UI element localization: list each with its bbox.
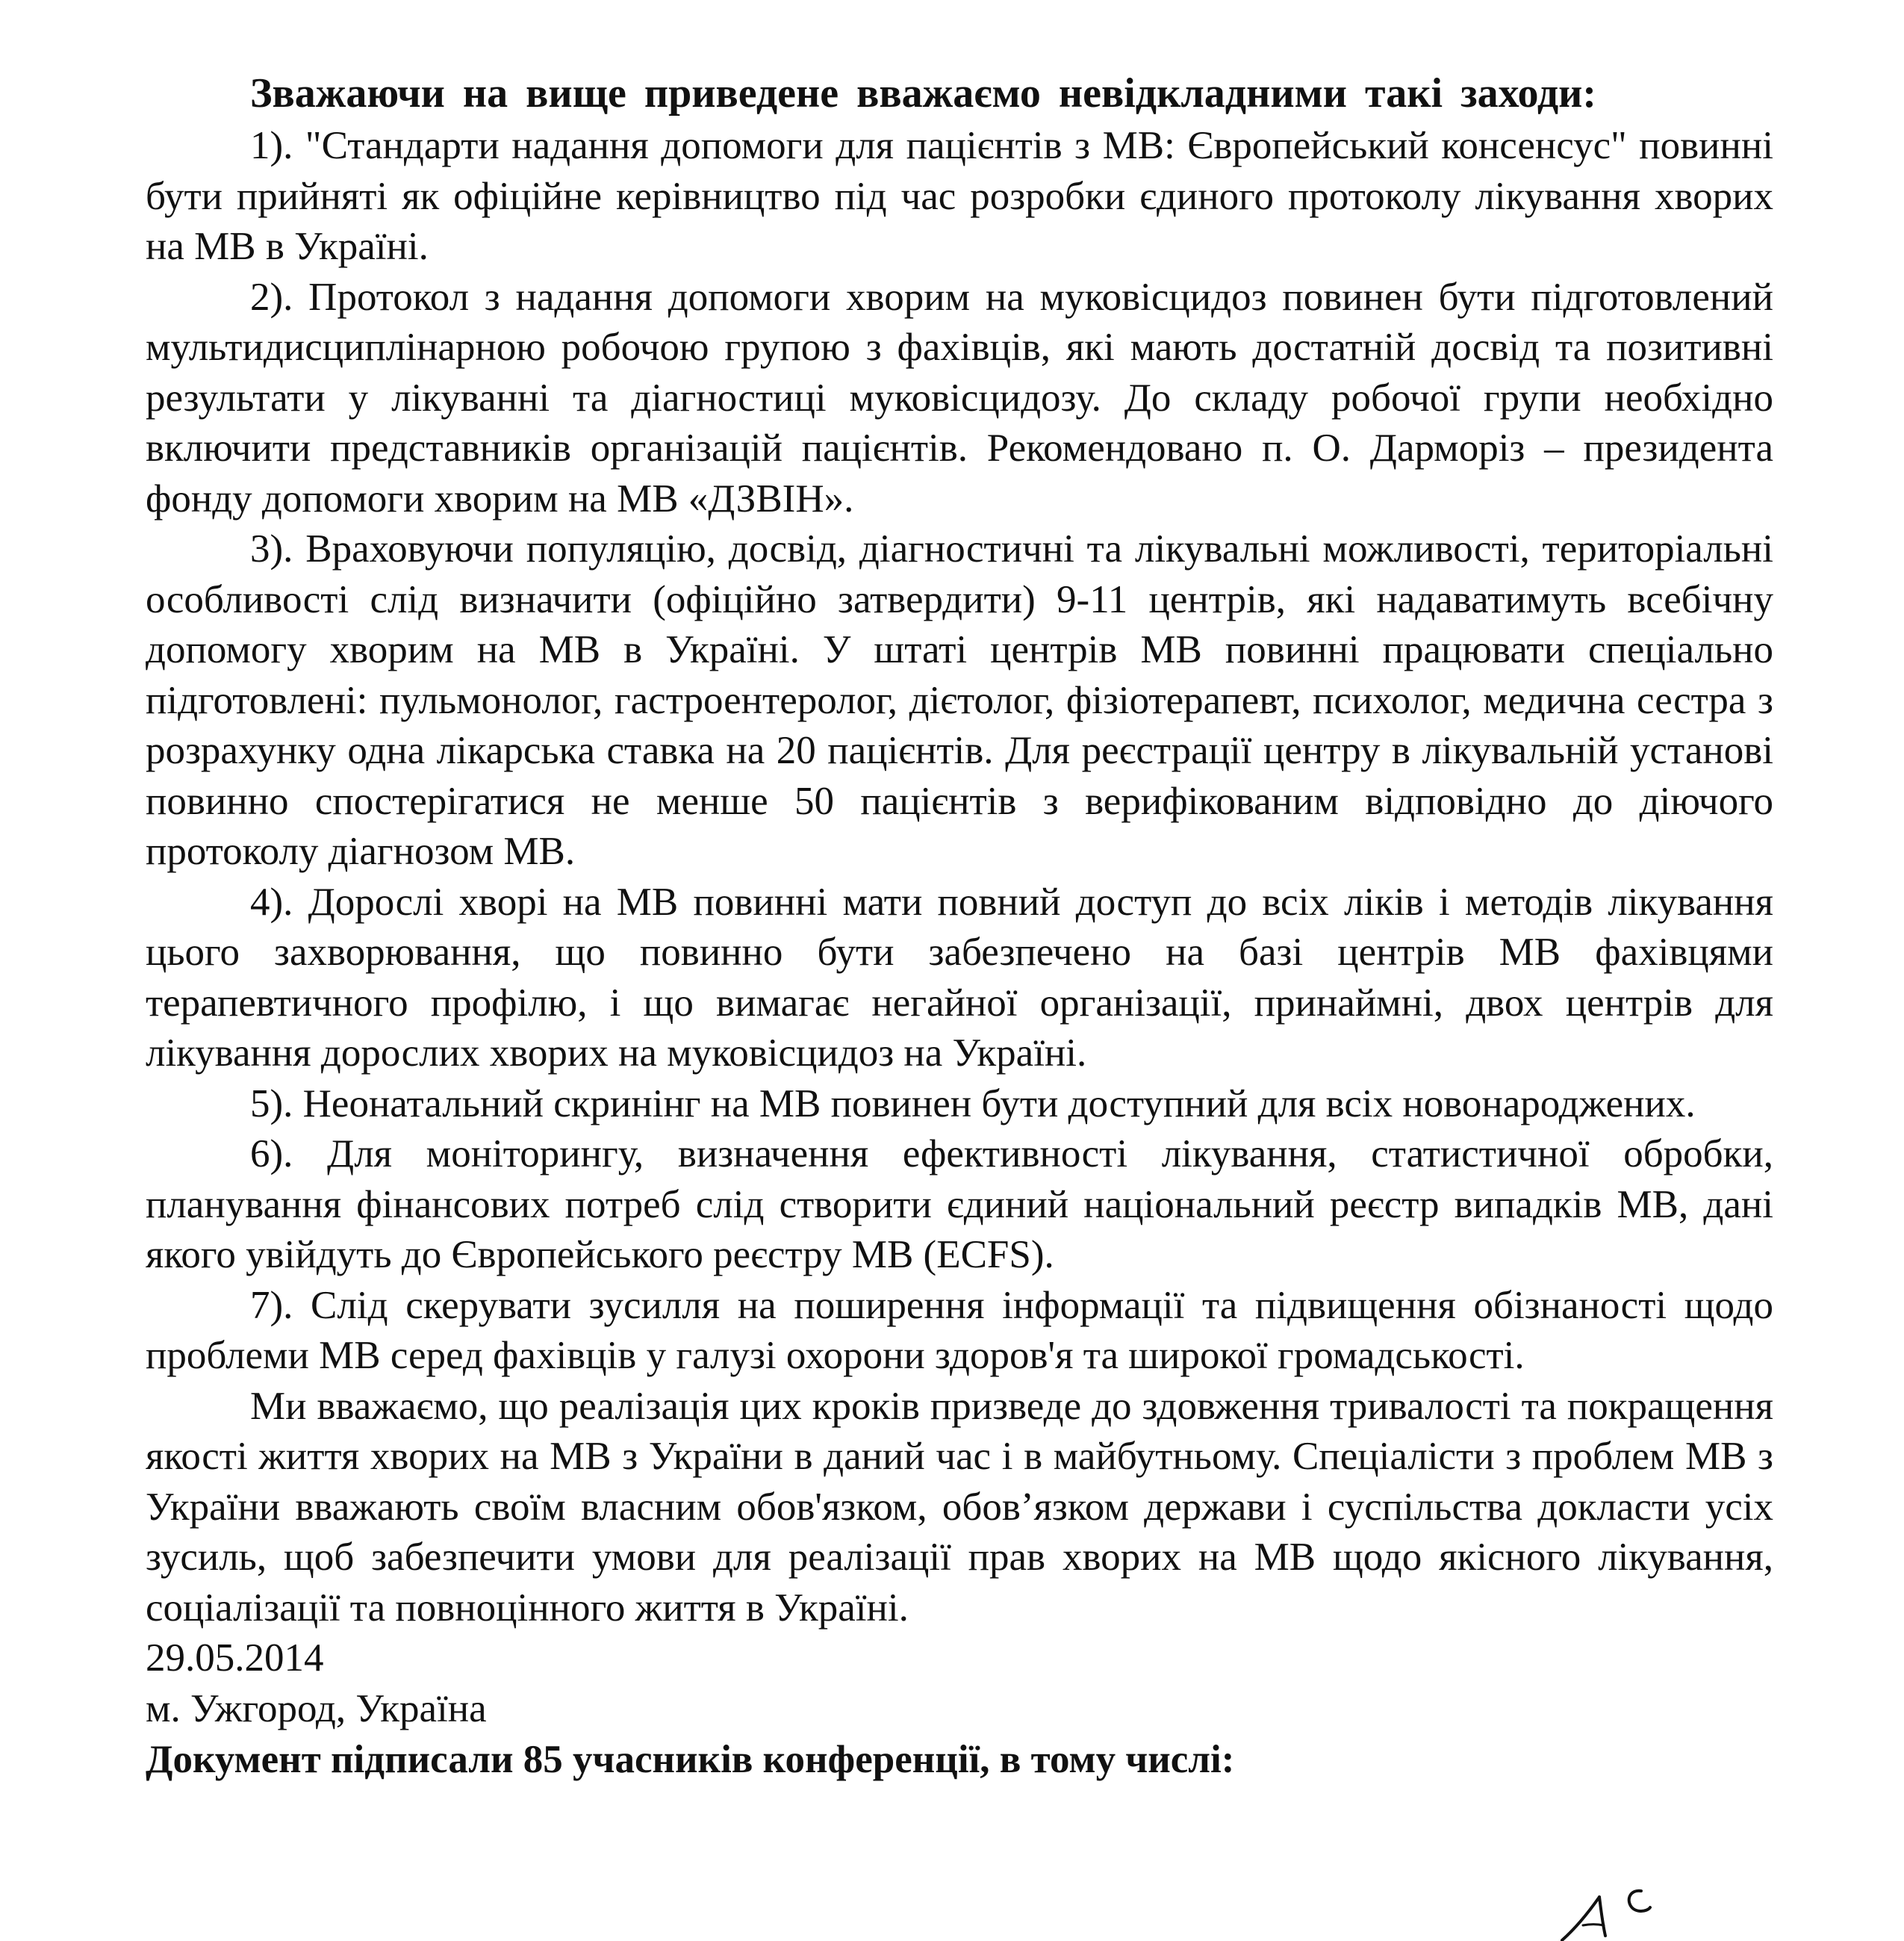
document-place: м. Ужгород, Україна xyxy=(146,1686,487,1730)
paragraph-item-7: 7). Слід скерувати зусилля на поширення інформації та підвищення обізнаності щодо проблеми МВ серед фахівців у галузі охорони здоров'я та широкої громадськості. xyxy=(146,1283,1773,1377)
conclusion-paragraph: Ми вважаємо, що реалізація цих кроків призведе до здовження тривалості та покращення якості життя хворих на МВ з України в даний час і в майбутньому. Спеціалісти з проблем МВ з України вважають своїм власним обов'язком, обов’язком держави і суспільства докласти усіх зусиль, щоб забезпечити умови для реалізації прав хворих на МВ щодо якісного лікування, соціалізації та повноцінного життя в Україні. xyxy=(146,1384,1773,1630)
document-body xyxy=(146,66,1773,1785)
paragraph-item-1: 1). "Стандарти надання допомоги для пацієнтів з МВ: Європейський консенсус" повинні бути прийняті як офіційне керівництво під час розробки єдиного протоколу лікування хворих на МВ в Україні. xyxy=(146,124,1773,268)
paragraph-item-2: 2). Протокол з надання допомоги хворим на муковісцидоз повинен бути підготовлений мультидисциплінарною робочою групою з фахівців, які мають достатній досвід та позитивні результати у лікуванні та діагностиці муковісцидозу. До складу робочої групи необхідно включити представників організацій пацієнтів. Рекомендовано п. О. Дарморіз – президента фонду допомоги хворим на МВ «ДЗВІН». xyxy=(146,275,1773,521)
paragraph-item-4: 4). Дорослі хворі на МВ повинні мати повний доступ до всіх ліків і методів лікування цього захворювання, що повинно бути забезпечено на базі центрів МВ фахівцями терапевтичного профілю, і що вимагає негайної організації, принаймні, двох центрів для лікування дорослих хворих на муковісцидоз на Україні. xyxy=(146,880,1773,1075)
paragraph-item-5: 5). Неонатальний скринінг на МВ повинен бути доступний для всіх новонароджених. xyxy=(250,1081,1696,1125)
paragraph-item-3: 3). Враховуючи популяцію, досвід, діагностичні та лікувальні можливості, територіальні особливості слід визначити (офіційно затвердити) 9-11 центрів, які надаватимуть всебічну допомогу хворим на МВ в Україні. У штаті центрів МВ повинні працювати спеціально підготовлені: пульмонолог, гастроентеролог, дієтолог, фізіотерапевт, психолог, медична сестра з розрахунку одна лікарська ставка на 20 пацієнтів. Для реєстрації центру в лікувальній установі повинно спостерігатися не менше 50 пацієнтів з верифікованим відповідно до діючого протоколу діагнозом МВ. xyxy=(146,527,1773,873)
document-date: 29.05.2014 xyxy=(146,1636,324,1680)
handwritten-signature xyxy=(1553,1882,1665,1941)
paragraph-item-6: 6). Для моніторингу, визначення ефективності лікування, статистичної обробки, планування фінансових потреб слід створити єдиний національний реєстр випадків МВ, дані якого увійдуть до Європейського реєстру МВ (ECFS). xyxy=(146,1132,1773,1276)
document-heading: Зважаючи на вище приведене вважаємо невідкладними такі заходи: xyxy=(250,70,1597,117)
signatories-line: Документ підписали 85 учасників конференції, в тому числі: xyxy=(146,1738,1235,1781)
